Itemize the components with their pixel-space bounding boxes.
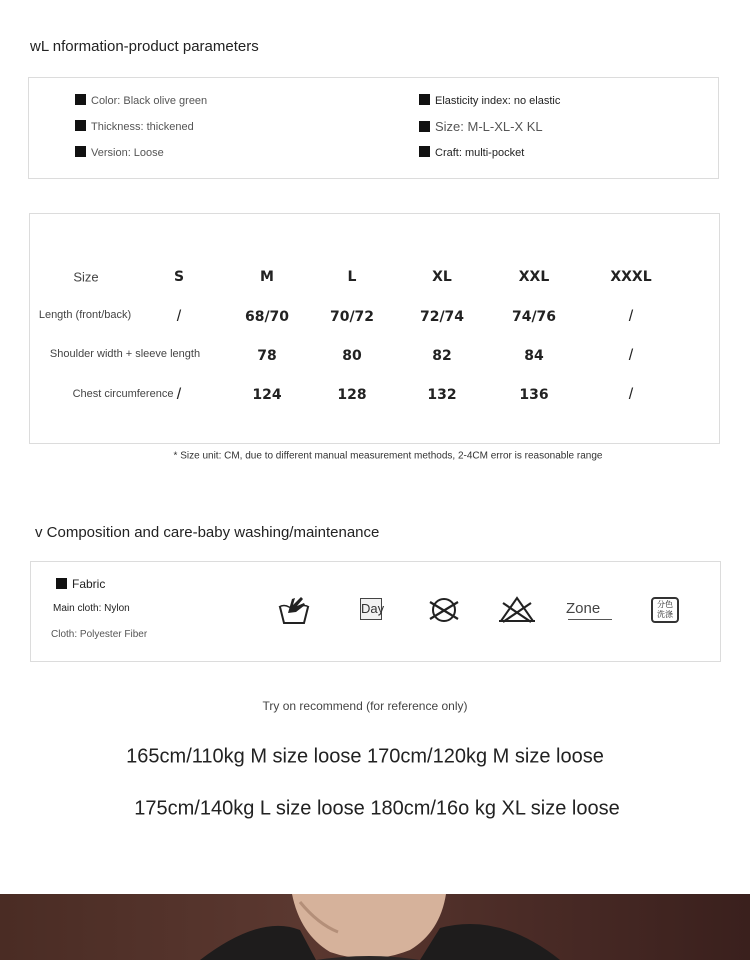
table-cell: 70/72 [329,309,375,325]
table-cell: 78 [257,348,277,364]
param-craft: Craft: multi-pocket [419,146,524,159]
size-col-xl: XL [432,269,452,285]
dry-in-shade-icon [360,598,385,620]
table-cell: / [628,347,634,364]
lining-cloth: Cloth: Polyester Fiber [51,629,148,640]
size-header-label: Size [73,269,99,285]
do-not-tumble-dry-icon [424,593,464,627]
size-col-l: L [347,269,357,285]
param-size: Size: M-L-XL-X KL [419,119,543,134]
model-photo-illustration [0,894,750,960]
table-cell: 68/70 [244,309,290,325]
flat-dry-icon [566,598,616,622]
table-cell: 82 [432,348,452,364]
bullet-square-icon [75,94,86,105]
row-label-length: Length (front/back) [38,309,132,321]
size-col-s: S [173,269,185,285]
table-cell: 136 [519,387,549,403]
table-cell: / [628,386,634,403]
param-elasticity: Elasticity index: no elastic [419,94,560,107]
table-cell: / [176,308,182,325]
table-cell: / [628,308,634,325]
row-label-chest: Chest circumference [72,388,174,400]
param-color: Color: Black olive green [75,94,207,107]
param-version: Version: Loose [75,146,164,159]
main-cloth: Main cloth: Nylon [53,603,130,614]
size-unit-note: * Size unit: CM, due to different manual measurement methods, 2-4CM error is reasonable range [173,450,603,462]
table-cell: 80 [342,348,362,364]
bullet-square-icon [75,146,86,157]
table-cell: 72/74 [419,309,465,325]
product-photo [0,894,750,960]
care-section-title: v Composition and care-baby washing/maintenance [35,524,380,541]
product-parameters-title: wL nformation-product parameters [30,38,259,55]
dry-in-shade-text: Day [361,601,385,616]
wash-separately-line-2: 洗涤 [657,610,673,619]
table-cell: 128 [337,387,367,403]
size-col-xxxl: XXXL [610,269,652,285]
table-cell: 74/76 [511,309,557,325]
product-parameters-panel [28,77,719,179]
bullet-square-icon [419,94,430,105]
param-thickness: Thickness: thickened [75,120,194,133]
recommend-title: Try on recommend (for reference only) [262,699,468,713]
table-cell: 132 [427,387,457,403]
bullet-square-icon [75,120,86,131]
hand-wash-icon [274,593,314,627]
bullet-square-icon [419,146,430,157]
row-label-shoulder-sleeve: Shoulder width + sleeve length [49,348,201,360]
table-cell: 84 [524,348,544,364]
recommend-line-1: 165cm/110kg M size loose 170cm/120kg M size loose [126,745,604,768]
table-cell: 124 [252,387,282,403]
wash-separately-icon [651,597,679,623]
wash-separately-line-1: 分色 [657,600,673,609]
table-cell: / [176,386,182,403]
bullet-square-icon [419,121,430,132]
bullet-square-icon [56,578,67,589]
size-table-panel [29,213,720,444]
size-col-xxl: XXL [518,269,550,285]
recommend-line-2: 175cm/140kg L size loose 180cm/16o kg XL size loose [134,797,620,820]
fabric-label: Fabric [56,577,105,591]
do-not-bleach-icon [497,593,537,627]
size-col-m: M [260,269,274,285]
flat-dry-text: Zone [566,600,601,617]
